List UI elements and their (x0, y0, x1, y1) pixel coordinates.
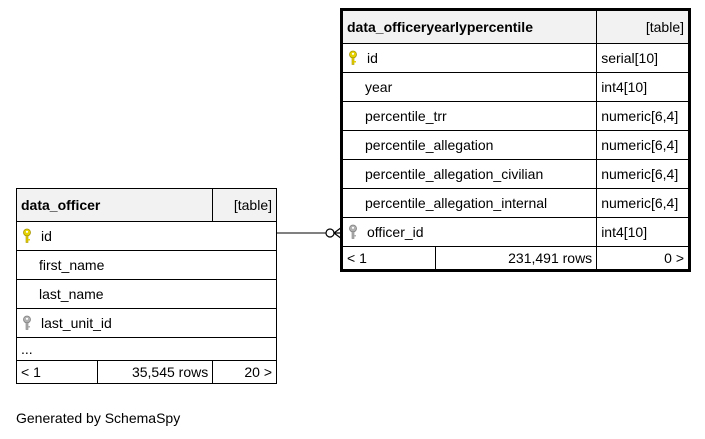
table-title-cell (343, 11, 597, 44)
column-type: numeric[6,4] (597, 131, 689, 160)
column-row[interactable] (343, 102, 689, 131)
children-count[interactable]: 20 > (213, 361, 277, 384)
parents-count[interactable]: < 1 (17, 361, 98, 384)
column-row[interactable] (343, 218, 689, 247)
column-name: first_name (17, 251, 277, 280)
column-name: percentile_allegation (343, 131, 597, 160)
foreign-key-icon (347, 224, 361, 240)
column-name: year (343, 73, 597, 102)
children-count[interactable]: 0 > (597, 247, 689, 270)
column-name: officer_id (367, 224, 424, 240)
column-row[interactable] (343, 44, 689, 73)
table-kind-cell (213, 189, 277, 222)
column-type: serial[10] (597, 44, 689, 73)
table-data-officeryearlypercentile[interactable] (342, 10, 689, 270)
column-type: numeric[6,4] (597, 160, 689, 189)
table-footer (17, 361, 277, 384)
primary-key-icon (347, 50, 361, 66)
column-type: int4[10] (597, 73, 689, 102)
table-footer (343, 247, 689, 270)
column-type: numeric[6,4] (597, 102, 689, 131)
column-type: numeric[6,4] (597, 189, 689, 218)
column-name: percentile_trr (343, 102, 597, 131)
column-name-cell (343, 218, 597, 247)
column-name: percentile_allegation_internal (343, 189, 597, 218)
row-count: 231,491 rows (435, 247, 596, 270)
column-row[interactable] (17, 280, 277, 309)
table-name[interactable]: data_officer (21, 197, 101, 213)
column-name: id (41, 228, 52, 244)
column-row[interactable] (17, 309, 277, 338)
table-data-officer[interactable] (16, 188, 277, 384)
table-kind-cell (597, 11, 689, 44)
crowfoot-lower (334, 233, 342, 239)
column-type: int4[10] (597, 218, 689, 247)
table-kind: [table] (645, 19, 684, 35)
column-row[interactable] (17, 251, 277, 280)
generated-by-footer: Generated by SchemaSpy (16, 410, 181, 426)
column-row[interactable] (343, 73, 689, 102)
crowfoot-upper (334, 227, 342, 233)
table-title-cell (17, 189, 213, 222)
table-name[interactable]: data_officeryearlypercentile (347, 19, 533, 35)
foreign-key-icon (21, 315, 35, 331)
table-header[interactable] (343, 11, 689, 44)
table-header[interactable] (17, 189, 277, 222)
column-row[interactable] (17, 222, 277, 251)
column-row[interactable] (343, 189, 689, 218)
column-name: last_name (17, 280, 277, 309)
column-name: id (367, 50, 378, 66)
zero-cardinality-circle (326, 229, 334, 237)
more-columns-ellipsis: ... (17, 338, 277, 361)
parents-count[interactable]: < 1 (343, 247, 436, 270)
row-count: 35,545 rows (97, 361, 212, 384)
table-kind: [table] (233, 197, 272, 213)
column-name: percentile_allegation_civilian (343, 160, 597, 189)
column-name-cell (343, 44, 597, 73)
column-name-cell (17, 222, 277, 251)
column-row[interactable] (343, 160, 689, 189)
column-name-cell (17, 309, 277, 338)
column-name: last_unit_id (41, 315, 112, 331)
primary-key-icon (21, 228, 35, 244)
column-row[interactable] (343, 131, 689, 160)
more-columns-row (17, 338, 277, 361)
